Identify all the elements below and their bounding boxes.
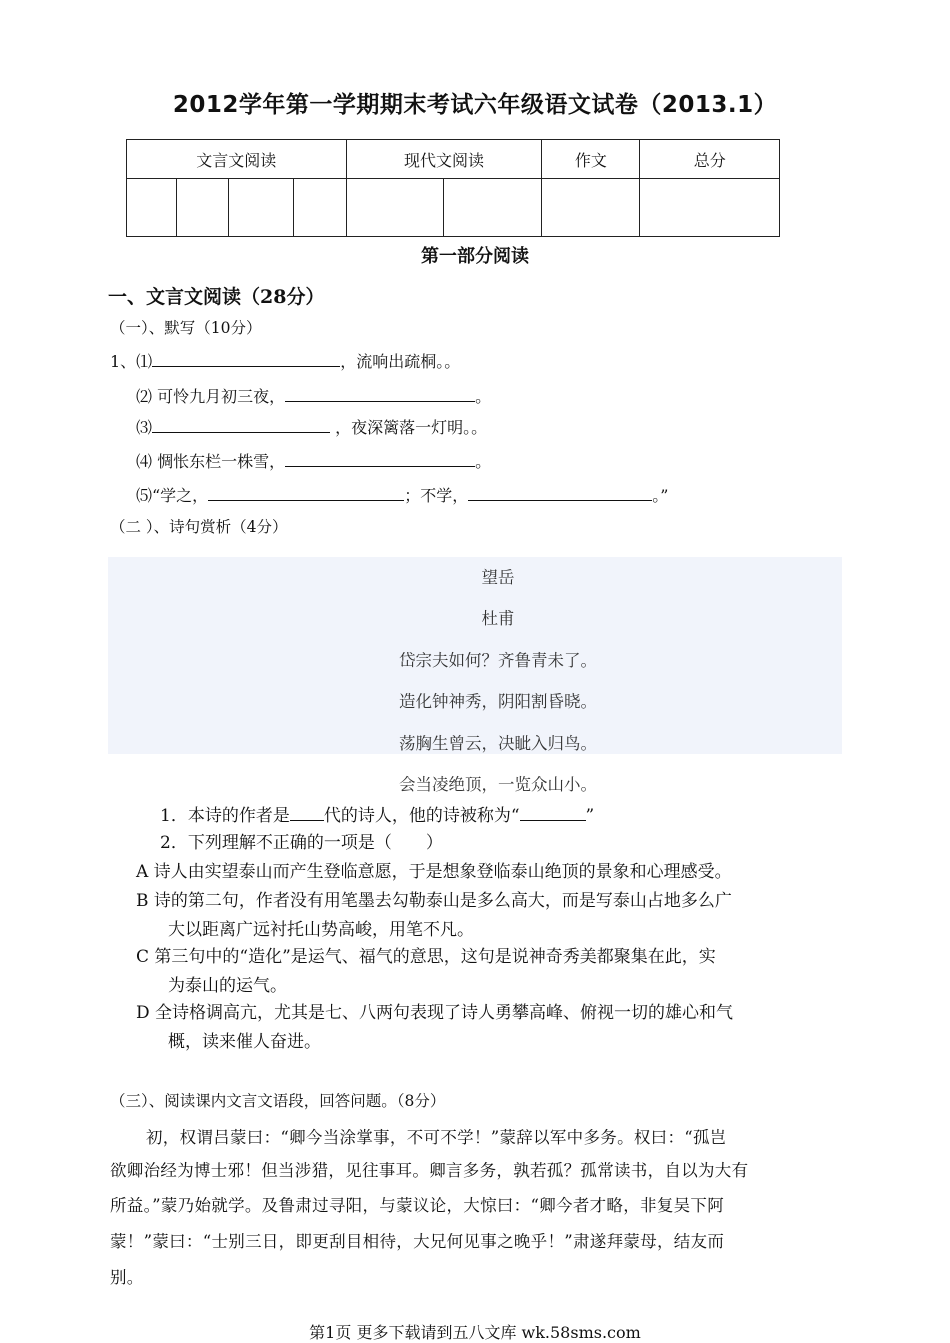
- score-cell[interactable]: [542, 179, 640, 237]
- dictation-line-2: ⑵ 可怜九月初三夜， 。: [136, 383, 491, 407]
- answer-blank[interactable]: [290, 802, 324, 821]
- poem-line-4: 会当凌绝顶，一览众山小。: [399, 775, 597, 794]
- score-cell[interactable]: [294, 179, 346, 237]
- score-header-composition: 作文: [542, 140, 640, 179]
- dictation-line-4: ⑷ 惆怅东栏一株雪， 。: [136, 448, 491, 472]
- passage-line-5: 别。: [110, 1268, 144, 1287]
- option-d-cont: 概，读来催人奋进。: [168, 1032, 321, 1052]
- dictation-line-5: ⑸“学之， ；不学， 。”: [136, 482, 668, 506]
- dictation-line-3: ⑶ ，夜深篱落一灯明。。: [136, 414, 487, 438]
- score-cell[interactable]: [346, 179, 444, 237]
- answer-blank[interactable]: [152, 348, 340, 367]
- option-b: B 诗的第二句，作者没有用笔墨去勾勒泰山是多么高大，而是写泰山占地多么广: [136, 891, 732, 911]
- score-header-modern: 现代文阅读: [346, 140, 542, 179]
- question-1: 1．本诗的作者是 代的诗人，他的诗被称为“ ”: [160, 801, 594, 826]
- page-footer: 第1页 更多下载请到五八文库 wk.58sms.com: [309, 1323, 641, 1342]
- passage-line-2: 欲卿治经为博士邪！但当涉猎，见往事耳。卿言多务，孰若孤？孤常读书，自以为大有: [110, 1161, 749, 1180]
- score-cell[interactable]: [228, 179, 293, 237]
- option-a: A 诗人由实望泰山而产生登临意愿，于是想象登临泰山绝顶的景象和心理感受。: [136, 862, 732, 882]
- option-d: D 全诗格调高亢，尤其是七、八两句表现了诗人勇攀高峰、俯视一切的雄心和气: [136, 1003, 734, 1023]
- question-2: 2．下列理解不正确的一项是（ ）: [160, 833, 443, 853]
- sub1-heading: （一）、默写（10分）: [110, 319, 262, 337]
- score-cell[interactable]: [444, 179, 542, 237]
- sub2-heading: （二 ）、诗句赏析（4分）: [110, 518, 288, 536]
- answer-blank[interactable]: [520, 802, 586, 821]
- option-b-cont: 大以距离广远衬托山势高峻，用笔不凡。: [168, 920, 474, 940]
- answer-blank[interactable]: [285, 448, 475, 467]
- score-cell[interactable]: [640, 179, 780, 237]
- page-title: 2012学年第一学期期末考试六年级语文试卷（2013.1）: [172, 92, 778, 118]
- passage-line-1: 初，权谓吕蒙曰：“卿今当涂掌事，不可不学！”蒙辞以军中多务。权曰：“孤岂: [146, 1128, 727, 1147]
- option-c-cont: 为泰山的运气。: [168, 976, 287, 996]
- sub3-heading: （三）、阅读课内文言文语段，回答问题。（8分）: [110, 1092, 446, 1110]
- poem-line-1: 岱宗夫如何？齐鲁青未了。: [399, 651, 597, 670]
- poem-author: 杜甫: [481, 609, 515, 628]
- answer-blank[interactable]: [152, 414, 330, 433]
- passage-line-3: 所益。”蒙乃始就学。及鲁肃过寻阳，与蒙议论，大惊曰：“卿今者才略，非复吴下阿: [110, 1196, 725, 1215]
- poem-line-2: 造化钟神秀，阴阳割昏晓。: [399, 692, 597, 711]
- answer-blank[interactable]: [285, 383, 475, 402]
- poem-line-3: 荡胸生曾云，决眦入归鸟。: [399, 734, 597, 753]
- part-title: 第一部分阅读: [421, 246, 529, 267]
- answer-blank[interactable]: [208, 482, 404, 501]
- score-header-total: 总分: [640, 140, 780, 179]
- score-table: [126, 139, 780, 237]
- option-c: C 第三句中的“造化”是运气、福气的意思，这句是说神奇秀美都聚集在此，实: [136, 947, 716, 967]
- score-header-classical: 文言文阅读: [127, 140, 347, 179]
- section1-heading: 一、文言文阅读（28分）: [108, 286, 325, 308]
- score-cell[interactable]: [127, 179, 177, 237]
- passage-line-4: 蒙！”蒙曰：“士别三日，即更刮目相待，大兄何见事之晚乎！”肃遂拜蒙母，结友而: [110, 1232, 725, 1251]
- poem-title: 望岳: [481, 568, 515, 587]
- answer-blank[interactable]: [468, 482, 652, 501]
- score-cell[interactable]: [177, 179, 228, 237]
- dictation-line-1: 1、⑴ ，流响出疏桐。。: [110, 348, 460, 372]
